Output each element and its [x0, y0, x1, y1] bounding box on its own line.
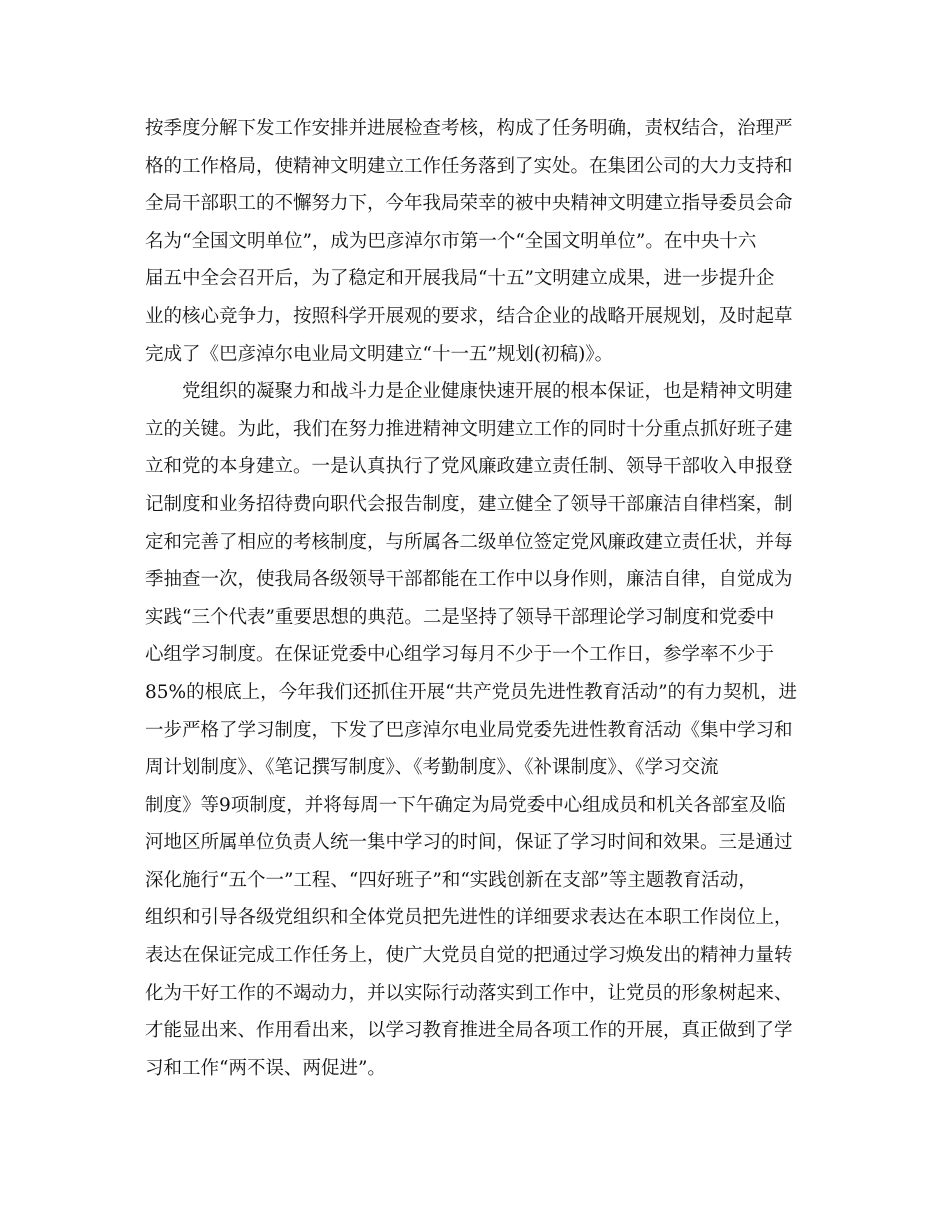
text-line: 定和完善了相应的考核制度，与所属各二级单位签定党风廉政建立责任状，并每 [145, 531, 793, 553]
text-line: 表达在保证完成工作任务上，使广大党员自觉的把通过学习焕发出的精神力量转 [145, 945, 793, 967]
text-line: 实践“三个代表”重要思想的典范。二是坚持了领导干部理论学习制度和党委中 [145, 606, 775, 628]
text-line: 化为干好工作的不竭动力，并以实际行动落实到工作中，让党员的形象树起来、 [145, 982, 793, 1004]
text-line: 季抽查一次，使我局各级领导干部都能在工作中以身作则，廉洁自律，自觉成为 [145, 569, 793, 591]
text-line: 组织和引导各级党组织和全体党员把先进性的详细要求表达在本职工作岗位上， [145, 907, 793, 929]
text-line: 党组织的凝聚力和战斗力是企业健康快速开展的根本保证，也是精神文明建 [145, 381, 793, 403]
text-line: 一步严格了学习制度，下发了巴彦淖尔电业局党委先进性教育活动《集中学习和 [145, 719, 793, 741]
text-line: 才能显出来、作用看出来，以学习教育推进全局各项工作的开展，真正做到了学 [145, 1020, 793, 1042]
text-line: 制度》等9项制度，并将每周一下午确定为局党委中心组成员和机关各部室及临 [145, 794, 786, 816]
text-line: 记制度和业务招待费向职代会报告制度，建立健全了领导干部廉洁自律档案，制 [145, 493, 793, 515]
text-line: 届五中全会召开后，为了稳定和开展我局“十五”文明建立成果，进一步提升企 [145, 268, 775, 290]
text-line: 名为“全国文明单位”，成为巴彦淖尔市第一个“全国文明单位”。在中央十六 [145, 230, 757, 252]
text-line: 格的工作格局，使精神文明建立工作任务落到了实处。在集团公司的大力支持和 [145, 155, 793, 177]
text-line: 心组学习制度。在保证党委中心组学习每月不少于一个工作日，参学率不少于 [145, 644, 775, 666]
text-line: 立的关键。为此，我们在努力推进精神文明建立工作的同时十分重点抓好班子建 [145, 418, 793, 440]
body-text [145, 110, 825, 1087]
text-line: 周计划制度》、《笔记撰写制度》、《考勤制度》、《补课制度》、《学习交流 [145, 757, 719, 779]
text-line: 全局干部职工的不懈努力下，今年我局荣幸的被中央精神文明建立指导委员会命 [145, 193, 793, 215]
text-line: 业的核心竞争力，按照科学开展观的要求，结合企业的战略开展规划，及时起草 [145, 305, 793, 327]
text-line: 立和党的本身建立。一是认真执行了党风廉政建立责任制、领导干部收入申报登 [145, 456, 793, 478]
text-line: 深化施行“五个一”工程、“四好班子”和“实践创新在支部”等主题教育活动， [145, 869, 757, 891]
text-line: 习和工作“两不误、两促进”。 [145, 1057, 386, 1079]
text-line: 河地区所属单位负责人统一集中学习的时间，保证了学习时间和效果。三是通过 [145, 832, 793, 854]
text-line: 完成了《巴彦淖尔电业局文明建立“十一五”规划(初稿)》。 [145, 343, 614, 365]
text-line: 按季度分解下发工作安排并进展检查考核，构成了任务明确，责权结合，治理严 [145, 118, 793, 139]
text-line: 85%的根底上，今年我们还抓住开展“共产党员先进性教育活动”的有力契机，进 [145, 681, 798, 703]
